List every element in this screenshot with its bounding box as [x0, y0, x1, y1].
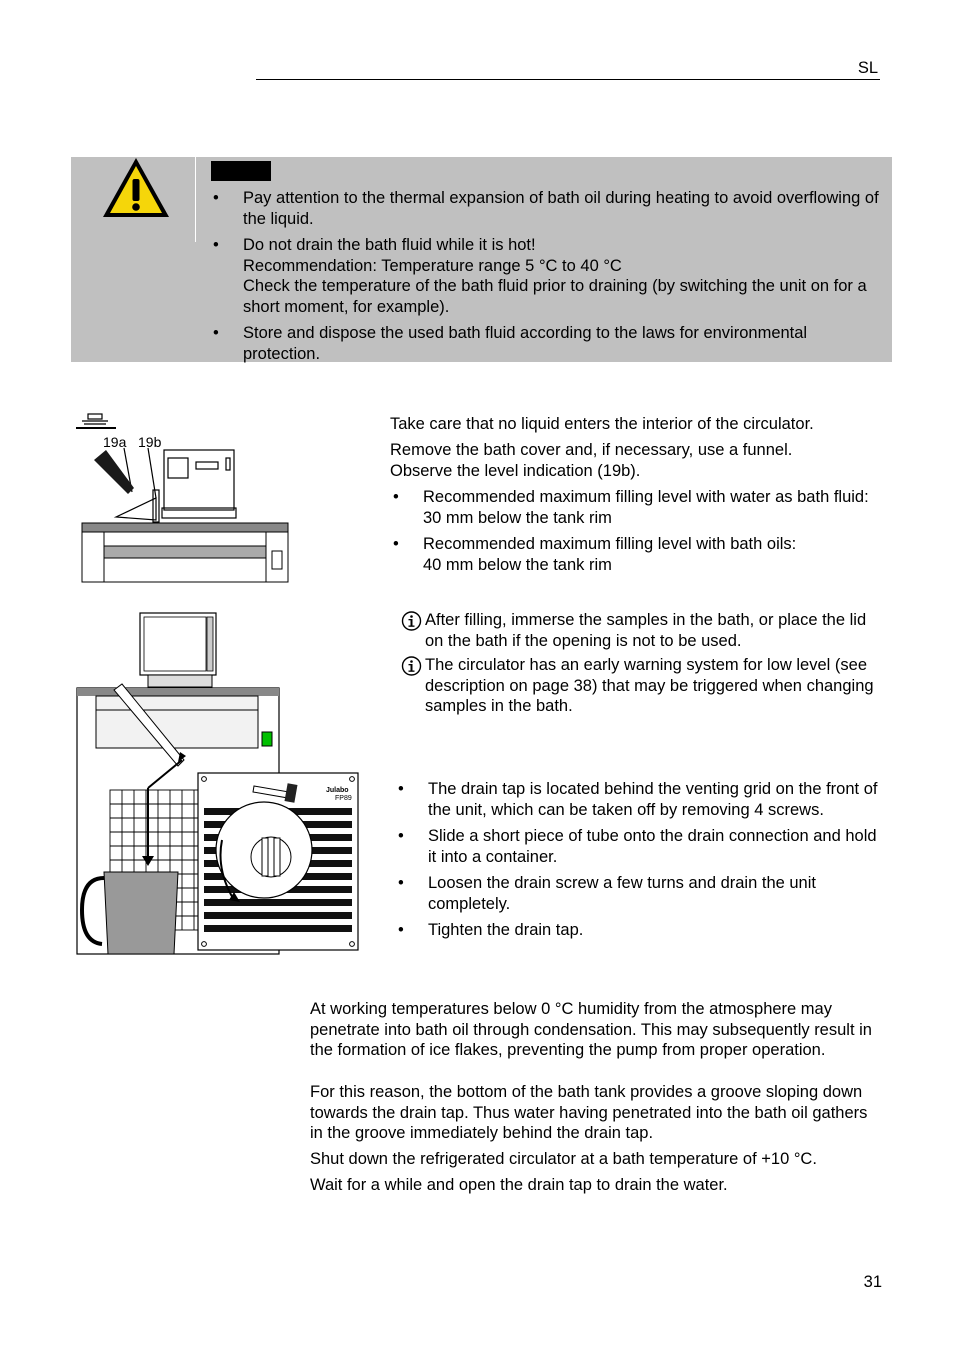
header-rule	[256, 79, 880, 80]
draining-item: • Slide a short piece of tube onto the drain connection and hold it into a container.	[398, 827, 877, 866]
figure-label-19a: 19a	[103, 434, 127, 450]
filling-figure	[76, 410, 292, 585]
condensation-paragraph: For this reason, the bottom of the bath tank provides a groove sloping down towards the drain tap. Thus water having penetrated into the bath oil gathers in the groove immediately behind the drain tap.	[310, 1083, 868, 1142]
bullet: •	[393, 488, 399, 506]
warning-list	[213, 188, 883, 364]
figure-label-19b: 19b	[138, 434, 162, 450]
warning-item: • Do not drain the bath fluid while it is hot! Recommendation: Temperature range 5 °C to 40 °C Check the temperature of the bath fluid prior to draining (by switching the unit on for a short moment, for example).	[213, 236, 867, 316]
filling-paragraph: Take care that no liquid enters the interior of the circulator.	[390, 415, 814, 433]
document-code: SL	[857, 59, 878, 77]
bullet: •	[213, 236, 219, 254]
draining-item: • Loosen the drain screw a few turns and drain the unit completely.	[398, 874, 816, 913]
warning-triangle-icon	[100, 155, 172, 221]
bullet: •	[213, 189, 219, 207]
grid-brand: Julabo	[326, 787, 349, 794]
bullet: •	[398, 921, 404, 939]
condensation-paragraph: Shut down the refrigerated circulator at a bath temperature of +10 °C.	[310, 1150, 817, 1168]
condensation-paragraph: Wait for a while and open the drain tap to drain the water.	[310, 1176, 728, 1194]
draining-list	[398, 779, 880, 941]
filling-item: • Recommended maximum filling level with water as bath fluid: 30 mm below the tank rim	[393, 488, 869, 527]
filling-item: • Recommended maximum filling level with bath oils: 40 mm below the tank rim	[393, 535, 797, 574]
bullet: •	[398, 780, 404, 798]
page-number: 31	[863, 1273, 882, 1291]
info-note: After filling, immerse the samples in the bath, or place the lid on the bath if the opening is not to be used.	[398, 610, 884, 651]
warning-divider	[195, 157, 196, 242]
warning-item: • Pay attention to the thermal expansion of bath oil during heating to avoid overflowing of the liquid.	[213, 189, 879, 228]
bullet: •	[398, 827, 404, 845]
warning-label-bar	[211, 161, 271, 181]
grid-model: FP89	[335, 795, 352, 802]
warning-item: • Store and dispose the used bath fluid according to the laws for environmental protection.	[213, 324, 808, 363]
draining-item: • The drain tap is located behind the venting grid on the front of the unit, which can be taken off by removing 4 screws.	[398, 780, 878, 819]
bullet: •	[393, 535, 399, 553]
bullet: •	[213, 324, 219, 342]
filling-paragraph: Remove the bath cover and, if necessary, use a funnel. Observe the level indication (19b).	[390, 441, 793, 480]
bullet: •	[398, 874, 404, 892]
filling-list	[393, 487, 883, 575]
info-note: The circulator has an early warning system for low level (see description on page 38) that may be triggered when changing samples in the bath.	[398, 655, 884, 717]
condensation-paragraph: At working temperatures below 0 °C humidity from the atmosphere may penetrate into bath oil through condensation. This may subsequently result in the formation of ice flakes, preventing the pump from proper operation.	[310, 1000, 872, 1059]
draining-item: • Tighten the drain tap.	[398, 921, 584, 939]
draining-figure	[74, 610, 364, 958]
info-icon	[398, 610, 425, 632]
info-icon	[398, 655, 425, 677]
